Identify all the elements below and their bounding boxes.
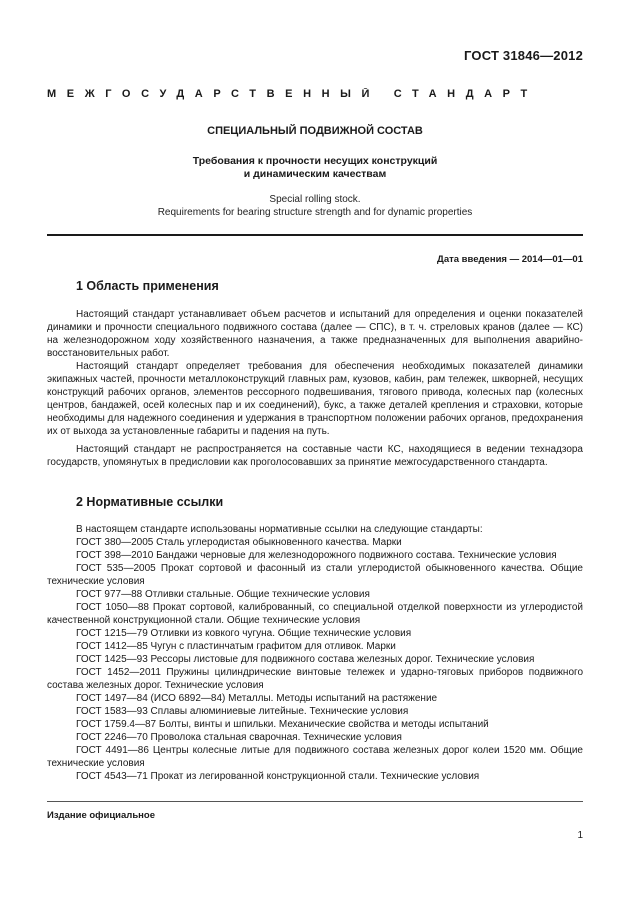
section-1-heading: 1 Область применения: [76, 279, 219, 293]
references-intro: В настоящем стандарте использованы нормативные ссылки на следующие стандарты:: [76, 524, 483, 535]
reference-item: ГОСТ 2246—70 Проволока стальная сварочная. Технические условия: [76, 732, 402, 743]
english-title-line-2: Requirements for bearing structure strength and for dynamic properties: [157, 207, 473, 218]
reference-item: ГОСТ 380—2005 Сталь углеродистая обыкновенного качества. Марки: [76, 537, 402, 548]
official-edition-label: Издание официальное: [47, 810, 155, 821]
reference-item: ГОСТ 1050—88 Прокат сортовой, калиброванный, со специальной отделкой поверхности из углеродистой качественной конструкционной стали. Общие технические условия: [47, 602, 583, 626]
section-1-paragraph-3: [47, 443, 583, 469]
reference-item: ГОСТ 977—88 Отливки стальные. Общие технические условия: [76, 589, 370, 600]
reference-item: ГОСТ 1497—84 (ИСО 6892—84) Металлы. Методы испытаний на растяжение: [76, 693, 438, 704]
reference-item: ГОСТ 4543—71 Прокат из легированной конструкционной стали. Технические условия: [76, 771, 480, 782]
reference-item: ГОСТ 1412—85 Чугун с пластинчатым графитом для отливок. Марки: [76, 641, 396, 652]
subtitle-line-1: Требования к прочности несущих конструкций: [192, 155, 438, 167]
reference-item: ГОСТ 1425—93 Рессоры листовые для подвижного состава железных дорог. Технические условия: [76, 654, 535, 665]
paragraph-text: Настоящий стандарт не распространяется на составные части КС, находящиеся в ведении технадзора государств, упомянутых в предисловии как проголосовавших за принятие межгосударственного стандарта.: [47, 444, 583, 468]
interstate-standard-label: МЕЖГОСУДАРСТВЕННЫЙ СТАНДАРТ: [47, 88, 538, 100]
document-code: ГОСТ 31846—2012: [464, 48, 583, 63]
section-2-heading: 2 Нормативные ссылки: [76, 495, 224, 509]
reference-item: ГОСТ 535—2005 Прокат сортовой и фасонный из стали углеродистой обыкновенного качества. Общие технические условия: [47, 563, 583, 587]
introduction-date: Дата введения — 2014—01—01: [437, 254, 583, 265]
reference-item: ГОСТ 398—2010 Бандажи черновые для железнодорожного подвижного состава. Технические условия: [76, 550, 557, 561]
page-number: 1: [577, 830, 583, 841]
document-title: СПЕЦИАЛЬНЫЙ ПОДВИЖНОЙ СОСТАВ: [207, 125, 423, 137]
reference-item: ГОСТ 4491—86 Центры колесные литые для подвижного состава железных дорог колеи 1520 мм. Общие технические условия: [47, 745, 583, 769]
normative-references-list: [47, 523, 583, 783]
reference-item: ГОСТ 1583—93 Сплавы алюминиевые литейные. Технические условия: [76, 706, 409, 717]
reference-item: ГОСТ 1215—79 Отливки из ковкого чугуна. Общие технические условия: [76, 628, 412, 639]
paragraph-text: Настоящий стандарт устанавливает объем расчетов и испытаний для определения и оценки показателей динамики и прочности специального подвижного состава (далее — СПС), в т. ч. стреловых кранов (далее — КС) на железнодорожном ходу хозяйственного назначения, а также предназначенных для выполнения аварийно-восстановительных работ.: [47, 309, 583, 359]
reference-item: ГОСТ 1452—2011 Пружины цилиндрические винтовые тележек и ударно-тяговых приборов подвижного состава железных дорог. Технические условия: [47, 667, 583, 691]
document-subtitle: [47, 155, 583, 181]
title-divider: [47, 234, 583, 236]
section-1-paragraph-2: [47, 360, 583, 438]
subtitle-line-2: и динамическим качествам: [243, 168, 387, 180]
section-1-paragraph-1: [47, 308, 583, 360]
english-title-line-1: Special rolling stock.: [269, 194, 361, 205]
english-title: [47, 193, 583, 219]
reference-item: ГОСТ 1759.4—87 Болты, винты и шпильки. Механические свойства и методы испытаний: [76, 719, 489, 730]
footer-divider: [47, 801, 583, 802]
paragraph-text: Настоящий стандарт определяет требования для обеспечения необходимых показателей динамики экипажных частей, прочности металлоконструкций главных рам, кузовов, кабин, рам тележек, шкворней, несущих конструкций рабочих органов, элементов рессорного подвешивания, тягового привода, колесных пар (колесных центров, бандажей, осей колесных пар и их соединений), букс, а также деталей крепления и страховки, которые необходимы для надежного соединения и удержания в транспортном положении рабочих органов, предохранения их от выхода за установленные габариты и падения на путь.: [47, 361, 583, 437]
